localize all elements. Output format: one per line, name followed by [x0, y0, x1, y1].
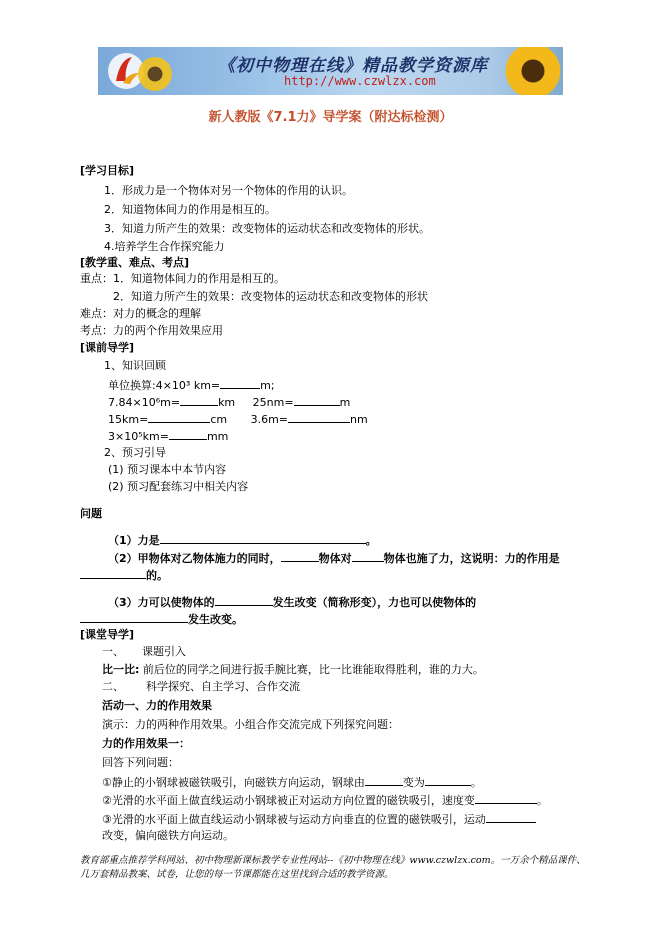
question-2: （2）甲物体对乙物体施力的同时， 物体对 物体也施了力，这说明：力的作用是	[108, 552, 560, 565]
sunflower-decoration	[505, 47, 561, 95]
item-3-cont: 改变，偏向磁铁方向运动。	[102, 829, 234, 842]
preview-item-1: (1) 预习课本中本节内容	[108, 463, 227, 476]
question-1: （1）力是 。	[108, 534, 377, 547]
unit-conversion-3: 15km= cm 3.6m= nm	[108, 413, 368, 426]
question-3: （3）力可以使物体的 发生改变（简称形变），力也可以使物体的	[108, 596, 477, 609]
activity-one: 活动一、力的作用效果	[102, 699, 212, 712]
item-3: ③光滑的水平面上做直线运动小钢球被与运动方向垂直的位置的磁铁吸引，运动	[102, 811, 536, 827]
banner-title: 《初中物理在线》精品教学资源库	[218, 56, 488, 76]
pre-study-header: [课前导学]	[80, 341, 135, 354]
review-heading: 1、知识回顾	[104, 359, 166, 372]
exam-point: 考点：力的两个作用效果应用	[80, 324, 223, 337]
footer-line-1: 教育部重点推荐学科网站、初中物理新课标教学专业性网站--《初中物理在线》www.czwlzx.com。一万余个精品课件、	[80, 855, 586, 866]
unit-conversion-2: 7.84×10⁶m= km 25nm= m	[108, 396, 351, 409]
footer-line-2: 几万套精品教案、试卷，让您的每一节课都能在这里找到合适的教学资源。	[80, 869, 394, 880]
question-2-cont: 的。	[80, 567, 168, 583]
flower-decoration	[138, 57, 172, 91]
section-one: 一、 课题引入	[102, 645, 186, 658]
effect-one-heading: 力的作用效果一：	[102, 737, 190, 750]
header-banner	[98, 47, 563, 95]
goal-2: 2．知道物体间力的作用是相互的。	[104, 203, 276, 216]
compare-line: 比一比: 前后位的同学之间进行扳手腕比赛，比一比谁能取得胜利，谁的力大。	[102, 663, 484, 676]
key-point-1: 重点：1．知道物体间力的作用是相互的。	[80, 272, 285, 285]
goal-1: 1．形成力是一个物体对另一个物体的作用的认识。	[104, 184, 353, 197]
item-1: ①静止的小钢球被磁铁吸引，向磁铁方向运动，钢球由 变为 。	[102, 776, 482, 789]
preview-item-2: (2) 预习配套练习中相关内容	[108, 480, 249, 493]
goals-header: [学习目标]	[80, 164, 135, 177]
answer-prompt: 回答下列问题：	[102, 756, 179, 769]
key-points-header: [教学重、难点、考点]	[80, 256, 190, 269]
unit-conversion-1: 单位换算:4×10³ km= m;	[108, 379, 275, 392]
footer-note	[80, 854, 590, 882]
document-title: 新人教版《7.1力》导学案（附达标检测）	[208, 110, 453, 125]
demo-text: 演示：力的两种作用效果。小组合作交流完成下列探究问题：	[102, 718, 399, 731]
item-2: ②光滑的水平面上做直线运动小钢球被正对运动方向位置的磁铁吸引，速度变 。	[102, 794, 548, 807]
difficult-point: 难点：对力的概念的理解	[80, 307, 201, 320]
section-two: 二、 科学探究、自主学习、合作交流	[102, 680, 300, 693]
goal-4: 4.培养学生合作探究能力	[104, 240, 225, 253]
key-point-2: 2．知道力所产生的效果：改变物体的运动状态和改变物体的形状	[113, 290, 428, 303]
class-study-header: [课堂导学]	[80, 628, 135, 641]
banner-url[interactable]: http://www.czwlzx.com	[284, 74, 436, 88]
unit-conversion-4: 3×10⁵km= mm	[108, 430, 229, 443]
goal-3: 3．知道力所产生的效果：改变物体的运动状态和改变物体的形状。	[104, 222, 430, 235]
questions-heading: 问题	[80, 507, 102, 520]
preview-heading: 2、预习引导	[104, 446, 166, 459]
question-3-cont: 发生改变。	[80, 611, 243, 627]
